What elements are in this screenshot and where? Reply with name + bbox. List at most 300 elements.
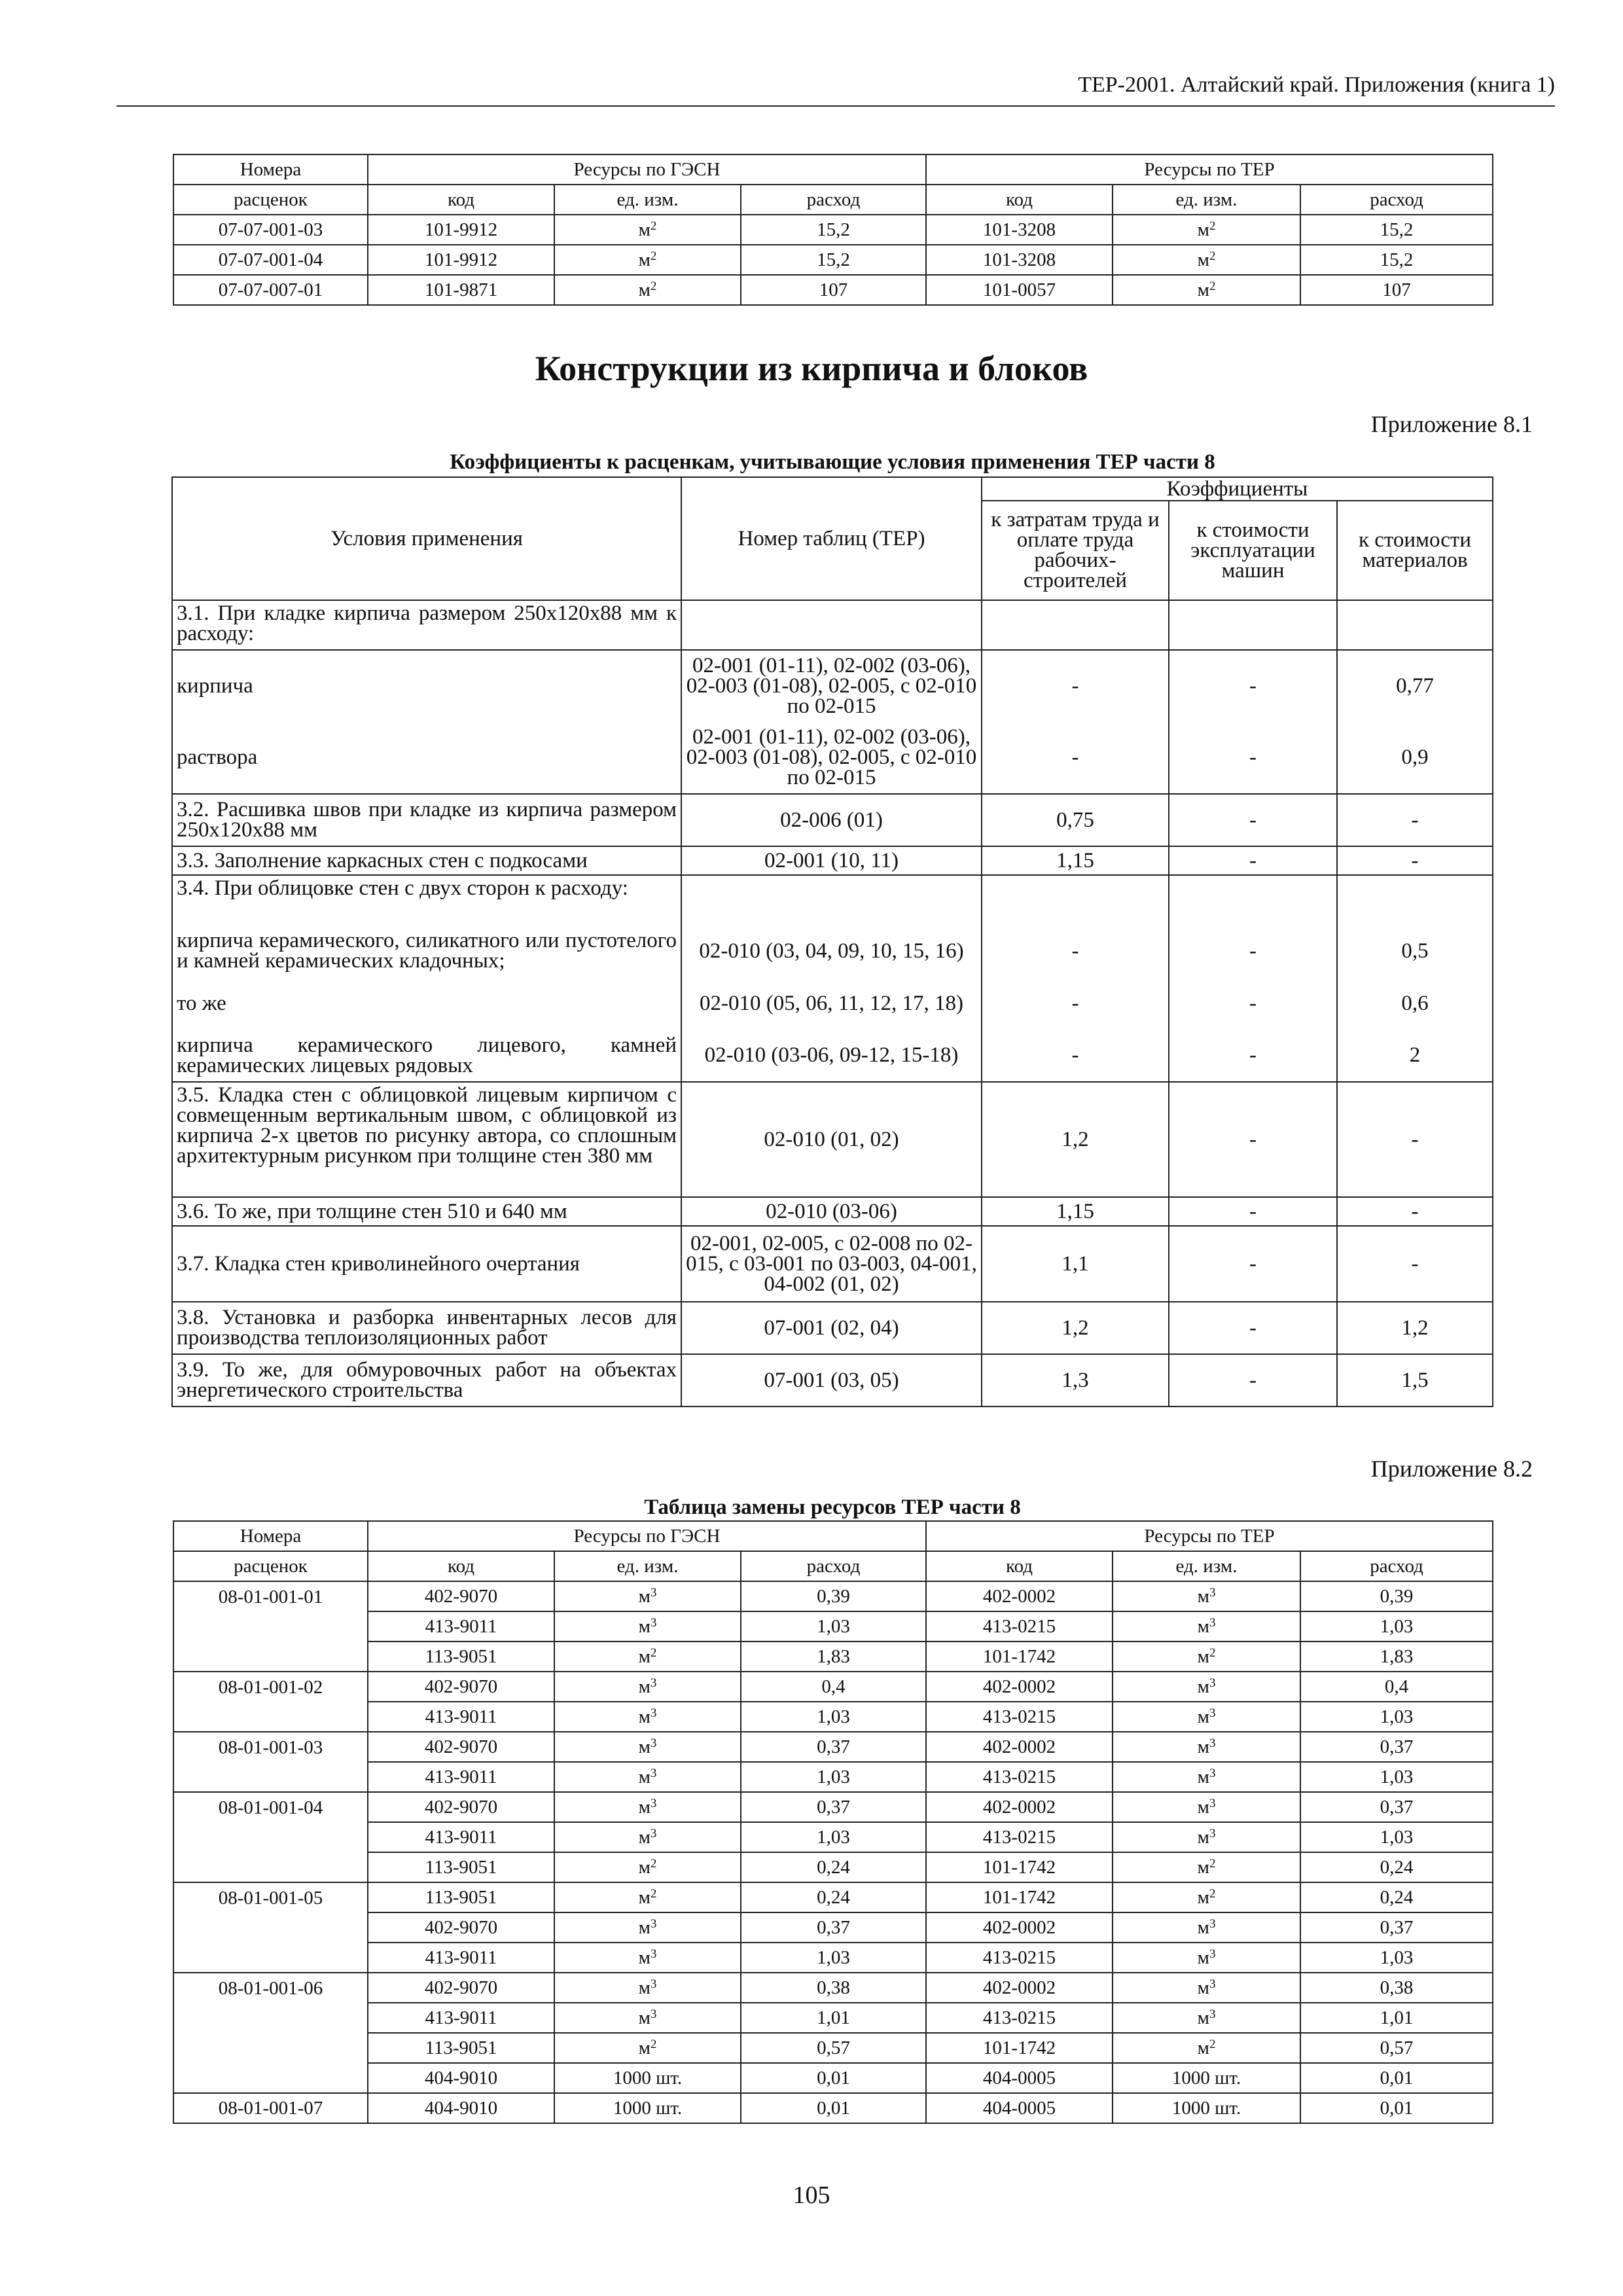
table-numbers: 02-001 (01-11), 02-002 (03-06), 02-003 (01-08), 02-005, с 02-010 по 02-015 xyxy=(681,650,982,722)
gesn-code xyxy=(368,1943,554,1973)
ter-unit-value: м xyxy=(1197,1586,1209,1607)
gesn-code-value: 413-9011 xyxy=(425,2007,497,2028)
rate-number xyxy=(173,1822,368,1852)
ter-unit-value: м xyxy=(1197,1917,1209,1938)
coef-labor: 1,15 xyxy=(982,846,1169,875)
gesn-consumption-value: 0,37 xyxy=(817,1917,850,1938)
coef-row xyxy=(172,650,1493,722)
ter-consumption-value: 15,2 xyxy=(1380,249,1414,270)
resource-table-body xyxy=(173,215,1493,305)
coef-labor: - xyxy=(982,650,1169,722)
col-header-ter-qty: расход xyxy=(1300,185,1493,215)
ter-consumption xyxy=(1300,2093,1493,2123)
gesn-code-value: 413-9011 xyxy=(425,1827,497,1848)
ter-code-value: 402-0002 xyxy=(982,1977,1056,1998)
gesn-code xyxy=(368,1702,554,1732)
gesn-unit xyxy=(554,1581,741,1611)
gesn-code xyxy=(368,1852,554,1882)
coef-row xyxy=(172,1197,1493,1226)
gesn-code-value: 404-9010 xyxy=(424,2068,498,2089)
gesn-unit-value: м xyxy=(638,1646,651,1667)
table-row xyxy=(173,2003,1493,2033)
gesn-unit-value: м xyxy=(638,1887,651,1908)
gesn-unit xyxy=(554,1672,741,1702)
unit-exponent: 3 xyxy=(1209,1977,1216,1991)
ter-code xyxy=(926,1943,1113,1973)
ter-unit-value: 1000 шт. xyxy=(1171,2098,1241,2119)
gesn-unit xyxy=(554,1762,741,1792)
coef-machines: - xyxy=(1169,722,1337,794)
ter-unit-value: м xyxy=(1197,1767,1209,1787)
ter-code xyxy=(926,1672,1113,1702)
unit-exponent: 3 xyxy=(650,1767,657,1780)
ter-unit xyxy=(1113,1973,1300,2003)
coef-machines: - xyxy=(1169,1354,1337,1407)
ter-consumption xyxy=(1300,275,1493,305)
gesn-consumption xyxy=(741,1762,926,1792)
ter-code-value: 101-1742 xyxy=(982,2037,1056,2058)
rate-number xyxy=(173,1912,368,1943)
gesn-unit-value: м xyxy=(638,1977,651,1998)
gesn-unit-value: м xyxy=(638,1857,651,1878)
table-row xyxy=(173,1852,1493,1882)
coef-machines: - xyxy=(1169,794,1337,846)
gesn-code xyxy=(368,1882,554,1912)
gesn-code-value: 402-9070 xyxy=(424,1797,498,1818)
coef-labor: 0,75 xyxy=(982,794,1169,846)
unit-exponent: 2 xyxy=(1209,219,1216,233)
rate-number xyxy=(173,2033,368,2063)
table-row xyxy=(173,1762,1493,1792)
ter-consumption-value: 0,38 xyxy=(1380,1977,1414,1998)
gesn-unit xyxy=(554,245,741,275)
gesn-consumption-value: 0,38 xyxy=(817,1977,850,1998)
unit-exponent: 3 xyxy=(1209,1917,1216,1931)
col-header-gesn-qty: расход xyxy=(741,185,926,215)
ter-code xyxy=(926,1882,1113,1912)
ter-unit-value: м xyxy=(1197,1706,1209,1727)
gesn-consumption xyxy=(741,1732,926,1762)
gesn-code-value: 402-9070 xyxy=(424,1917,498,1938)
ter-code xyxy=(926,1702,1113,1732)
ter-unit xyxy=(1113,1912,1300,1943)
unit-exponent: 3 xyxy=(650,1797,657,1810)
ter-code xyxy=(926,1822,1113,1852)
gesn-unit xyxy=(554,2033,741,2063)
gesn-code-value: 101-9912 xyxy=(424,219,498,240)
table-row xyxy=(173,1581,1493,1611)
unit-exponent: 3 xyxy=(650,1676,657,1690)
col-header-gesn: Ресурсы по ГЭСН xyxy=(368,1521,926,1551)
gesn-unit-value: м xyxy=(638,1706,651,1727)
ter-unit-value: м xyxy=(1197,1857,1209,1878)
table-numbers: 02-001 (01-11), 02-002 (03-06), 02-003 (01-08), 02-005, с 02-010 по 02-015 xyxy=(681,722,982,794)
gesn-unit xyxy=(554,2063,741,2093)
gesn-consumption xyxy=(741,1792,926,1822)
ter-unit-value: м xyxy=(1197,1797,1209,1818)
coef-labor: 1,3 xyxy=(982,1354,1169,1407)
ter-unit xyxy=(1113,1702,1300,1732)
gesn-code xyxy=(368,1973,554,2003)
ter-consumption-value: 1,03 xyxy=(1380,1947,1414,1968)
ter-code-value: 402-0002 xyxy=(982,1736,1056,1757)
coef-machines: - xyxy=(1169,1082,1337,1197)
ter-consumption xyxy=(1300,1611,1493,1641)
ter-unit xyxy=(1113,1581,1300,1611)
gesn-unit-value: м xyxy=(638,1797,651,1818)
ter-consumption xyxy=(1300,1973,1493,2003)
ter-unit xyxy=(1113,1672,1300,1702)
gesn-code xyxy=(368,1641,554,1672)
ter-consumption xyxy=(1300,1762,1493,1792)
unit-exponent: 2 xyxy=(1209,279,1216,293)
ter-code xyxy=(926,1912,1113,1943)
gesn-code xyxy=(368,215,554,245)
gesn-unit-value: м xyxy=(638,219,651,240)
table-numbers: 02-001, 02-005, с 02-008 по 02-015, с 03-001 по 03-003, 04-001, 04-002 (01, 02) xyxy=(681,1226,982,1302)
ter-consumption-value: 0,24 xyxy=(1380,1857,1414,1878)
gesn-code xyxy=(368,2033,554,2063)
gesn-code-value: 413-9011 xyxy=(425,1947,497,1968)
col-header-ter-unit: ед. изм. xyxy=(1113,1551,1300,1581)
rate-number-value: 07-07-001-04 xyxy=(218,249,323,270)
coef-materials: 0,9 xyxy=(1337,722,1493,794)
col-header-gesn-unit: ед. изм. xyxy=(554,1551,741,1581)
appendix-8-2-label: Приложение 8.2 xyxy=(1370,1456,1533,1482)
unit-exponent: 2 xyxy=(650,1646,657,1660)
gesn-unit-value: м xyxy=(638,1736,651,1757)
ter-code-value: 402-0002 xyxy=(982,1676,1056,1697)
table-numbers: 02-006 (01) xyxy=(681,794,982,846)
header-rule xyxy=(116,105,1555,107)
ter-code xyxy=(926,1611,1113,1641)
gesn-consumption xyxy=(741,2033,926,2063)
rate-number xyxy=(173,1641,368,1672)
condition-text: 3.6. То же, при толщине стен 510 и 640 мм xyxy=(172,1197,681,1226)
gesn-unit-value: м xyxy=(638,1616,651,1637)
gesn-unit xyxy=(554,1611,741,1641)
ter-code-value: 101-3208 xyxy=(982,249,1056,270)
gesn-code-value: 404-9010 xyxy=(424,2098,498,2119)
coef-materials: - xyxy=(1337,1197,1493,1226)
gesn-code xyxy=(368,2093,554,2123)
coef-row xyxy=(172,925,1493,977)
gesn-code-value: 101-9871 xyxy=(424,279,498,300)
coef-row xyxy=(172,1302,1493,1354)
rate-number xyxy=(173,1943,368,1973)
rate-number xyxy=(173,1762,368,1792)
gesn-unit xyxy=(554,215,741,245)
ter-code xyxy=(926,2063,1113,2093)
ter-code-value: 402-0002 xyxy=(982,1917,1056,1938)
gesn-consumption xyxy=(741,2003,926,2033)
gesn-consumption-value: 1,01 xyxy=(817,2007,850,2028)
ter-consumption-value: 0,4 xyxy=(1384,1676,1409,1697)
table-numbers: 02-010 (03-06) xyxy=(681,1197,982,1226)
gesn-code-value: 413-9011 xyxy=(425,1616,497,1637)
gesn-consumption-value: 15,2 xyxy=(817,249,850,270)
table-row xyxy=(173,1611,1493,1641)
ter-consumption-value: 1,03 xyxy=(1380,1706,1414,1727)
ter-consumption-value: 1,03 xyxy=(1380,1767,1414,1787)
coef-materials: - xyxy=(1337,1082,1493,1197)
ter-unit xyxy=(1113,245,1300,275)
gesn-unit xyxy=(554,1822,741,1852)
gesn-code-value: 402-9070 xyxy=(424,1676,498,1697)
rate-number xyxy=(173,245,368,275)
col-header-conditions: Условия применения xyxy=(172,477,681,600)
unit-exponent: 2 xyxy=(650,1857,657,1871)
unit-exponent: 3 xyxy=(650,1706,657,1720)
gesn-code xyxy=(368,1611,554,1641)
rate-number xyxy=(173,2063,368,2093)
gesn-code xyxy=(368,1792,554,1822)
unit-exponent: 2 xyxy=(1209,1887,1216,1901)
coef-machines: - xyxy=(1169,1197,1337,1226)
ter-code-value: 413-0215 xyxy=(982,1767,1056,1787)
ter-unit-value: м xyxy=(1197,1736,1209,1757)
condition-text: кирпича керамического, силикатного или пустотелого и камней керамических кладочных; xyxy=(172,925,681,977)
ter-unit-value: м xyxy=(1197,1676,1209,1697)
gesn-consumption xyxy=(741,1702,926,1732)
unit-exponent: 2 xyxy=(650,2037,657,2051)
col-header-ter: Ресурсы по ТЕР xyxy=(926,1521,1493,1551)
gesn-consumption xyxy=(741,1581,926,1611)
rate-number-value: 07-07-001-03 xyxy=(218,219,323,240)
gesn-code xyxy=(368,1822,554,1852)
section-title: Конструкции из кирпича и блоков xyxy=(535,349,1088,388)
ter-code-value: 402-0002 xyxy=(982,1797,1056,1818)
rate-number xyxy=(173,1672,368,1702)
gesn-code xyxy=(368,1912,554,1943)
gesn-consumption xyxy=(741,1641,926,1672)
ter-consumption-value: 15,2 xyxy=(1380,219,1414,240)
ter-consumption xyxy=(1300,2063,1493,2093)
coef-machines: - xyxy=(1169,925,1337,977)
coef-machines: - xyxy=(1169,1302,1337,1354)
appendix-8-1-label: Приложение 8.1 xyxy=(1370,411,1533,437)
coef-labor: - xyxy=(982,925,1169,977)
gesn-consumption-value: 0,01 xyxy=(817,2098,850,2119)
coef-row xyxy=(172,722,1493,794)
gesn-consumption-value: 0,24 xyxy=(817,1857,850,1878)
gesn-code-value: 113-9051 xyxy=(425,1887,497,1908)
coef-machines: - xyxy=(1169,977,1337,1030)
ter-consumption xyxy=(1300,1882,1493,1912)
ter-code-value: 101-1742 xyxy=(982,1857,1056,1878)
unit-exponent: 2 xyxy=(650,219,657,233)
gesn-consumption-value: 0,37 xyxy=(817,1797,850,1818)
unit-exponent: 3 xyxy=(1209,1827,1216,1840)
ter-consumption xyxy=(1300,245,1493,275)
resource-replacement-table xyxy=(173,1520,1493,2124)
ter-consumption xyxy=(1300,1822,1493,1852)
coef-labor: - xyxy=(982,1030,1169,1082)
rate-number xyxy=(173,2093,368,2123)
ter-consumption-value: 1,83 xyxy=(1380,1646,1414,1667)
gesn-code-value: 113-9051 xyxy=(425,1857,497,1878)
ter-consumption-value: 1,03 xyxy=(1380,1827,1414,1848)
ter-consumption xyxy=(1300,1702,1493,1732)
gesn-unit xyxy=(554,1852,741,1882)
table-row xyxy=(173,245,1493,275)
unit-exponent: 3 xyxy=(650,1947,657,1961)
ter-code xyxy=(926,1762,1113,1792)
resource-replacement-body xyxy=(173,1581,1493,2123)
ter-code-value: 101-0057 xyxy=(982,279,1056,300)
gesn-unit-value: м xyxy=(638,1827,651,1848)
ter-code xyxy=(926,1581,1113,1611)
gesn-code xyxy=(368,1581,554,1611)
col-header-rate-no-2: расценок xyxy=(173,185,368,215)
rate-number-value: 07-07-007-01 xyxy=(218,279,323,300)
ter-unit-value: м xyxy=(1197,1977,1209,1998)
gesn-code xyxy=(368,275,554,305)
unit-exponent: 3 xyxy=(1209,1676,1216,1690)
ter-unit xyxy=(1113,1611,1300,1641)
ter-unit-value: м xyxy=(1197,1947,1209,1968)
col-header-gesn-code: код xyxy=(368,1551,554,1581)
coef-materials: 0,77 xyxy=(1337,650,1493,722)
gesn-unit-value: м xyxy=(638,2007,651,2028)
condition-text: 3.5. Кладка стен с облицовкой лицевым кирпичом с совмещенным вертикальным швом, с облицовкой из кирпича 2-х цветов по рисунку автора, со сплошным архитектурным рисунком при толщине стен 380 мм xyxy=(172,1082,681,1197)
gesn-unit xyxy=(554,2093,741,2123)
ter-consumption-value: 0,39 xyxy=(1380,1586,1414,1607)
unit-exponent: 2 xyxy=(1209,2037,1216,2051)
gesn-consumption-value: 0,01 xyxy=(817,2068,850,2089)
gesn-consumption xyxy=(741,1912,926,1943)
ter-code-value: 101-1742 xyxy=(982,1887,1056,1908)
gesn-unit-value: м xyxy=(638,1947,651,1968)
gesn-consumption xyxy=(741,1882,926,1912)
gesn-consumption xyxy=(741,2093,926,2123)
col-header-gesn-unit: ед. изм. xyxy=(554,185,741,215)
ter-consumption xyxy=(1300,1732,1493,1762)
unit-exponent: 3 xyxy=(1209,1616,1216,1630)
condition-text: 3.9. То же, для обмуровочных работ на объектах энергетического строительства xyxy=(172,1354,681,1407)
condition-text: раствора xyxy=(172,722,681,794)
rate-number xyxy=(173,1702,368,1732)
condition-text: 3.7. Кладка стен криволинейного очертания xyxy=(172,1226,681,1302)
ter-code-value: 413-0215 xyxy=(982,1947,1056,1968)
ter-unit xyxy=(1113,215,1300,245)
coef-machines: - xyxy=(1169,650,1337,722)
ter-code-value: 404-0005 xyxy=(982,2068,1056,2089)
gesn-code xyxy=(368,2003,554,2033)
table-numbers: 02-010 (01, 02) xyxy=(681,1082,982,1197)
coef-labor: - xyxy=(982,722,1169,794)
gesn-consumption xyxy=(741,275,926,305)
col-header-ter: Ресурсы по ТЕР xyxy=(926,154,1493,185)
gesn-unit-value: м xyxy=(638,1917,651,1938)
table-numbers: 07-001 (03, 05) xyxy=(681,1354,982,1407)
coef-row xyxy=(172,977,1493,1030)
gesn-unit-value: м xyxy=(638,2037,651,2058)
coef-materials: 0,5 xyxy=(1337,925,1493,977)
unit-exponent: 3 xyxy=(1209,1947,1216,1961)
coef-materials: 1,2 xyxy=(1337,1302,1493,1354)
gesn-consumption-value: 1,03 xyxy=(817,1827,850,1848)
coef-labor: - xyxy=(982,977,1169,1030)
gesn-consumption xyxy=(741,1973,926,2003)
table-numbers: 02-010 (03, 04, 09, 10, 15, 16) xyxy=(681,925,982,977)
col-header-ter-unit: ед. изм. xyxy=(1113,185,1300,215)
coef-row xyxy=(172,1226,1493,1302)
ter-unit xyxy=(1113,1852,1300,1882)
unit-exponent: 3 xyxy=(650,2007,657,2021)
unit-exponent: 3 xyxy=(1209,1767,1216,1780)
appendix-8-1-title: Коэффициенты к расценкам, учитывающие условия применения ТЕР части 8 xyxy=(450,450,1215,474)
rate-number-value: 08-01-001-01 xyxy=(218,1586,323,1607)
ter-code xyxy=(926,215,1113,245)
col-header-rate-no: Номера xyxy=(173,154,368,185)
ter-code xyxy=(926,275,1113,305)
gesn-consumption-value: 107 xyxy=(819,279,848,300)
appendix-8-2-title: Таблица замены ресурсов ТЕР части 8 xyxy=(644,1496,1021,1519)
gesn-code-value: 402-9070 xyxy=(424,1586,498,1607)
ter-code xyxy=(926,1852,1113,1882)
unit-exponent: 2 xyxy=(650,1887,657,1901)
unit-exponent: 2 xyxy=(650,279,657,293)
ter-consumption xyxy=(1300,1912,1493,1943)
table-numbers: 02-001 (10, 11) xyxy=(681,846,982,875)
coef-row xyxy=(172,846,1493,875)
col-header-gesn-code: код xyxy=(368,185,554,215)
col-header-ter-code: код xyxy=(926,185,1113,215)
rate-number xyxy=(173,1732,368,1762)
ter-consumption-value: 107 xyxy=(1382,279,1411,300)
rate-number xyxy=(173,215,368,245)
ter-consumption xyxy=(1300,215,1493,245)
rate-number xyxy=(173,275,368,305)
gesn-code-value: 113-9051 xyxy=(425,2037,497,2058)
gesn-code-value: 113-9051 xyxy=(425,1646,497,1667)
coef-row xyxy=(172,1030,1493,1082)
gesn-code-value: 101-9912 xyxy=(424,249,498,270)
condition-text: кирпича керамического лицевого, камней керамических лицевых рядовых xyxy=(172,1030,681,1082)
gesn-code xyxy=(368,1762,554,1792)
ter-code-value: 404-0005 xyxy=(982,2098,1056,2119)
gesn-consumption xyxy=(741,245,926,275)
unit-exponent: 3 xyxy=(650,1917,657,1931)
ter-unit xyxy=(1113,1943,1300,1973)
ter-unit-value: м xyxy=(1197,279,1209,300)
coef-materials: 0,6 xyxy=(1337,977,1493,1030)
table-row xyxy=(173,2093,1493,2123)
ter-consumption xyxy=(1300,1641,1493,1672)
rate-number xyxy=(173,1852,368,1882)
gesn-unit-value: м xyxy=(638,279,651,300)
gesn-unit xyxy=(554,1641,741,1672)
condition-text: 3.1. При кладке кирпича размером 250х120х88 мм к расходу: xyxy=(172,600,681,650)
gesn-code xyxy=(368,1732,554,1762)
coef-row xyxy=(172,1354,1493,1407)
gesn-consumption-value: 1,83 xyxy=(817,1646,850,1667)
unit-exponent: 3 xyxy=(650,1736,657,1750)
ter-unit xyxy=(1113,2063,1300,2093)
col-header-ter-code: код xyxy=(926,1551,1113,1581)
gesn-consumption-value: 0,4 xyxy=(821,1676,846,1697)
gesn-consumption-value: 1,03 xyxy=(817,1706,850,1727)
rate-number xyxy=(173,1611,368,1641)
col-header-machines: к стоимости эксплуатации машин xyxy=(1169,501,1337,600)
gesn-consumption-value: 0,37 xyxy=(817,1736,850,1757)
ter-unit xyxy=(1113,2093,1300,2123)
table-row xyxy=(173,1943,1493,1973)
ter-code-value: 413-0215 xyxy=(982,2007,1056,2028)
coef-materials: - xyxy=(1337,1226,1493,1302)
condition-text: 3.3. Заполнение каркасных стен с подкосами xyxy=(172,846,681,875)
